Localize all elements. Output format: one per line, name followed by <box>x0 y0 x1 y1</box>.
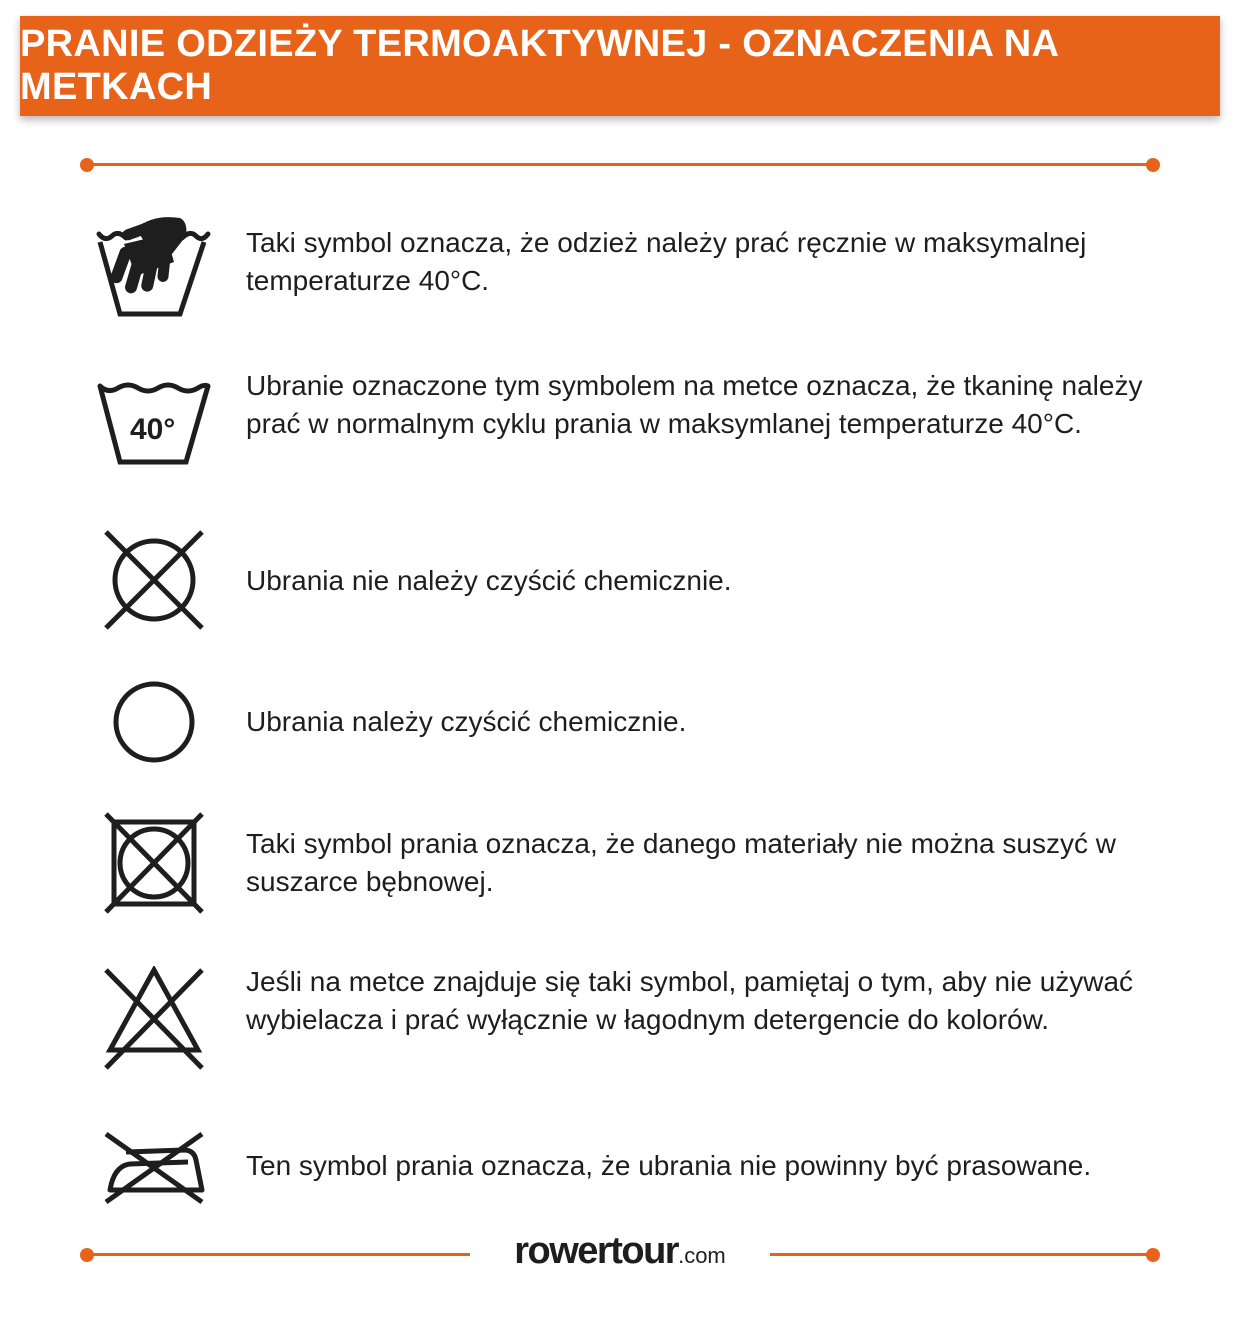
wash-temperature-label: 40° <box>130 413 176 446</box>
symbol-description: Ubranie oznaczone tym symbolem na metce oznacza, że tkaninę należy prać w normalnym cyklu prania w maksymlanej temperaturze 40°C. <box>246 370 1143 439</box>
top-divider-line <box>88 163 1154 166</box>
symbol-description: Jeśli na metce znajduje się taki symbol, pamiętaj o tym, aby nie używać wybielacza i prać wyłącznie w łagodnym detergencie do kolorów. <box>246 966 1134 1035</box>
do-not-bleach-icon <box>96 966 212 1072</box>
symbol-description: Ubrania nie należy czyścić chemicznie. <box>246 565 732 596</box>
symbol-description: Ten symbol prania oznacza, że ubrania nie powinny być prasowane. <box>246 1150 1092 1181</box>
do-not-tumble-dry-icon <box>96 810 212 916</box>
brand-logo <box>470 1230 770 1280</box>
page-title: PRANIE ODZIEŻY TERMOAKTYWNEJ - OZNACZENIA NA METKACH <box>20 23 1058 108</box>
brand-logo-suffix: .com <box>678 1243 726 1268</box>
machine-wash-40-icon <box>96 372 212 478</box>
do-not-iron-icon <box>96 1130 212 1236</box>
top-divider-left-dot <box>80 158 94 172</box>
symbol-description: Taki symbol oznacza, że odzież należy prać ręcznie w maksymalnej temperaturze 40°C. <box>246 227 1087 296</box>
hand-wash-icon <box>96 212 212 318</box>
bottom-divider-left-dot <box>80 1248 94 1262</box>
bottom-divider-right-line <box>770 1253 1154 1256</box>
top-divider-right-dot <box>1146 158 1160 172</box>
bottom-divider-right-dot <box>1146 1248 1160 1262</box>
symbol-description: Taki symbol prania oznacza, że danego materiały nie można suszyć w suszarce bębnowej. <box>246 828 1116 897</box>
do-not-dry-clean-icon <box>96 528 212 634</box>
dry-clean-icon <box>96 670 212 776</box>
brand-logo-name: rowertour <box>514 1230 679 1272</box>
bottom-divider-left-line <box>88 1253 470 1256</box>
symbol-description: Ubrania należy czyścić chemicznie. <box>246 706 687 737</box>
header-banner <box>20 16 1220 116</box>
